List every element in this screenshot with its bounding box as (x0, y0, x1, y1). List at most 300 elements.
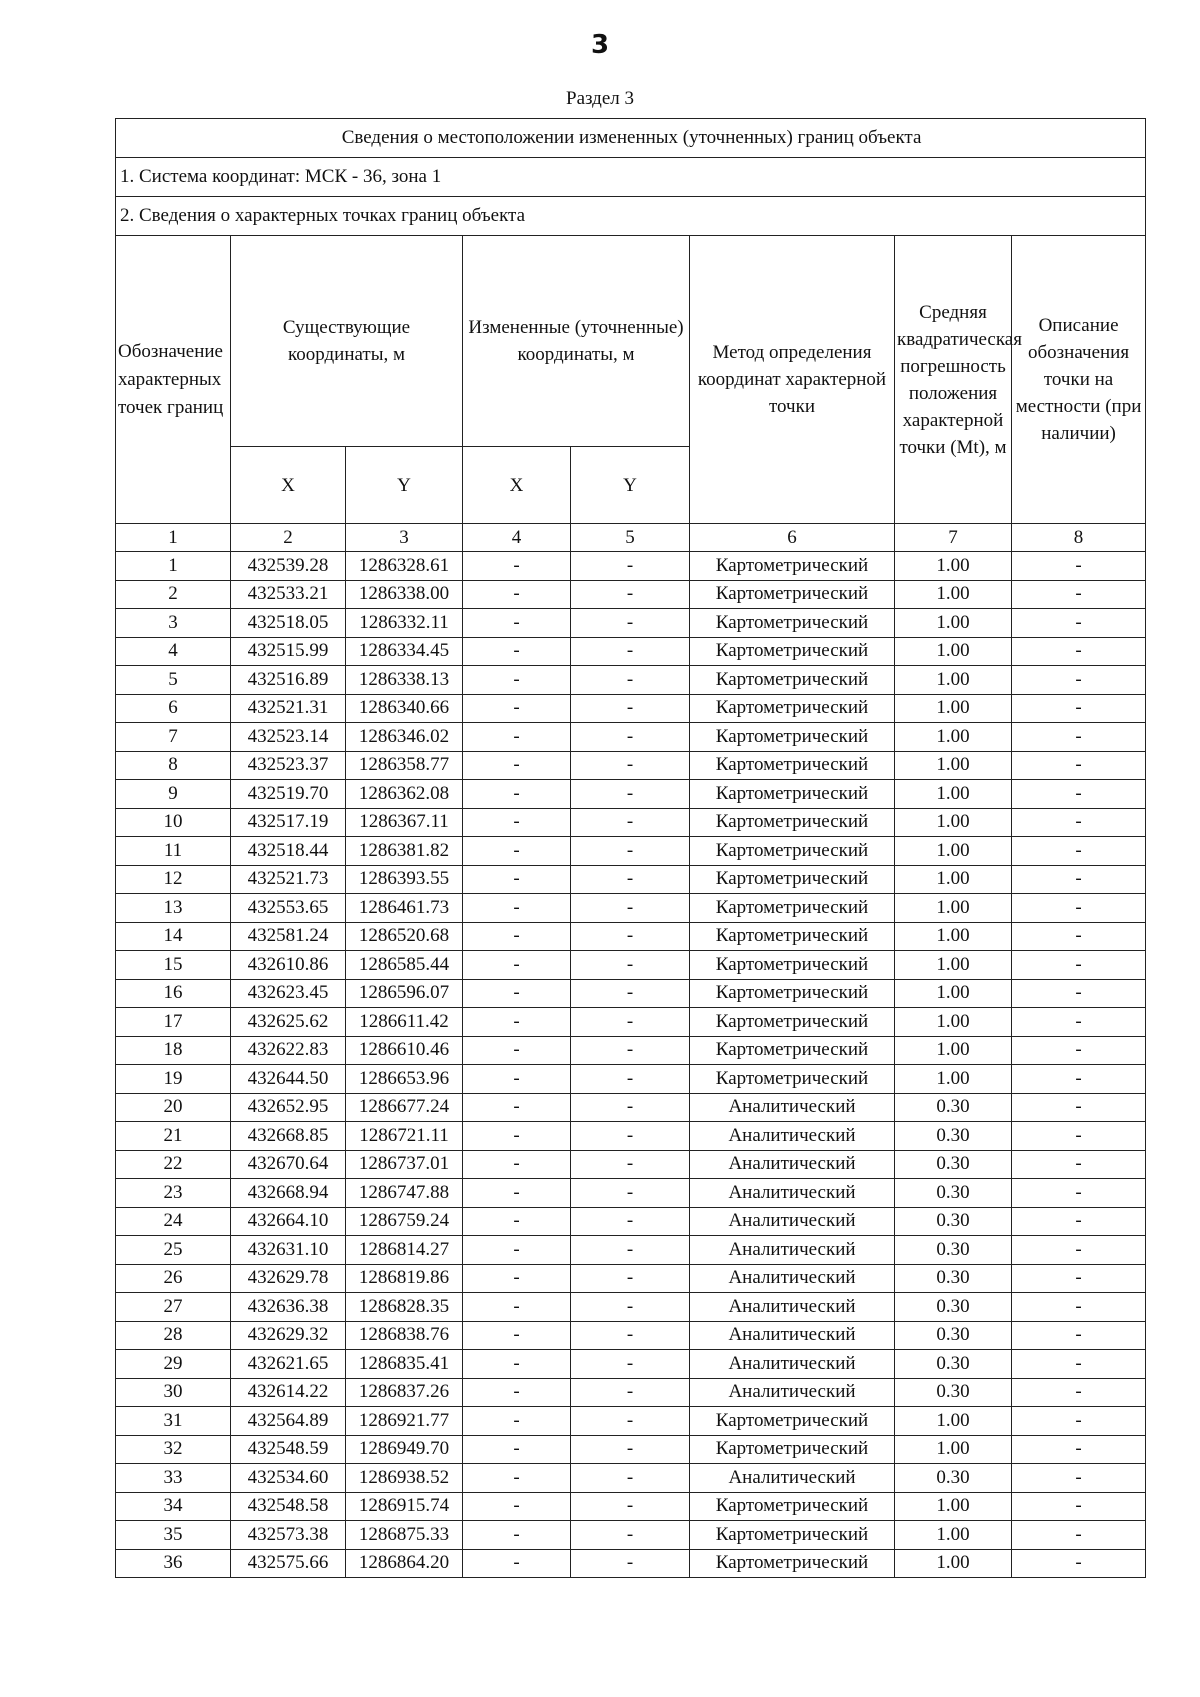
header-changed-x: X (463, 447, 571, 524)
changed-y-cell: - (571, 1492, 690, 1521)
existing-y-cell: 1286653.96 (346, 1065, 463, 1094)
existing-y-cell: 1286520.68 (346, 922, 463, 951)
existing-x-cell: 432564.89 (231, 1407, 346, 1436)
table-row (116, 1293, 1146, 1322)
changed-y-cell: - (571, 552, 690, 581)
method-cell: Картометрический (690, 1549, 895, 1578)
mean-error-cell: 0.30 (895, 1179, 1012, 1208)
table-row (116, 1435, 1146, 1464)
mean-error-cell: 0.30 (895, 1122, 1012, 1151)
changed-x-cell: - (463, 609, 571, 638)
method-cell: Аналитический (690, 1122, 895, 1151)
table-row (116, 1549, 1146, 1578)
existing-y-cell: 1286334.45 (346, 637, 463, 666)
table-row (116, 780, 1146, 809)
changed-x-cell: - (463, 1179, 571, 1208)
changed-y-cell: - (571, 780, 690, 809)
point-id-cell: 29 (116, 1350, 231, 1379)
existing-y-cell: 1286921.77 (346, 1407, 463, 1436)
point-id-cell: 9 (116, 780, 231, 809)
changed-y-cell: - (571, 580, 690, 609)
mean-error-cell: 1.00 (895, 865, 1012, 894)
point-id-cell: 34 (116, 1492, 231, 1521)
changed-x-cell: - (463, 1065, 571, 1094)
existing-y-cell: 1286759.24 (346, 1207, 463, 1236)
column-number: 5 (571, 524, 690, 552)
method-cell: Аналитический (690, 1464, 895, 1493)
changed-x-cell: - (463, 1378, 571, 1407)
description-cell: - (1012, 1236, 1146, 1265)
table-row (116, 1093, 1146, 1122)
changed-x-cell: - (463, 694, 571, 723)
changed-y-cell: - (571, 751, 690, 780)
point-id-cell: 22 (116, 1150, 231, 1179)
header-designation: Обозначение характерных точек границ (116, 236, 231, 524)
existing-y-cell: 1286332.11 (346, 609, 463, 638)
changed-y-cell: - (571, 1435, 690, 1464)
description-cell: - (1012, 694, 1146, 723)
method-cell: Картометрический (690, 1065, 895, 1094)
changed-y-cell: - (571, 1549, 690, 1578)
existing-x-cell: 432548.59 (231, 1435, 346, 1464)
point-id-cell: 15 (116, 951, 231, 980)
header-existing: Существующие координаты, м (231, 236, 463, 447)
method-cell: Картометрический (690, 894, 895, 923)
table-row (116, 1236, 1146, 1265)
section-label: Раздел 3 (566, 88, 634, 109)
description-cell: - (1012, 1464, 1146, 1493)
point-id-cell: 10 (116, 808, 231, 837)
table-body (116, 552, 1146, 1578)
point-id-cell: 16 (116, 979, 231, 1008)
table-row (116, 1521, 1146, 1550)
method-cell: Аналитический (690, 1321, 895, 1350)
existing-x-cell: 432533.21 (231, 580, 346, 609)
changed-x-cell: - (463, 894, 571, 923)
description-cell: - (1012, 723, 1146, 752)
changed-x-cell: - (463, 1264, 571, 1293)
description-cell: - (1012, 951, 1146, 980)
table-row (116, 1350, 1146, 1379)
existing-y-cell: 1286328.61 (346, 552, 463, 581)
table-title: Сведения о местоположении измененных (уточненных) границ объекта (116, 119, 1146, 158)
changed-x-cell: - (463, 1321, 571, 1350)
existing-y-cell: 1286938.52 (346, 1464, 463, 1493)
point-id-cell: 17 (116, 1008, 231, 1037)
point-id-cell: 30 (116, 1378, 231, 1407)
changed-x-cell: - (463, 1036, 571, 1065)
description-cell: - (1012, 1179, 1146, 1208)
description-cell: - (1012, 1549, 1146, 1578)
changed-x-cell: - (463, 1464, 571, 1493)
existing-x-cell: 432644.50 (231, 1065, 346, 1094)
existing-y-cell: 1286721.11 (346, 1122, 463, 1151)
method-cell: Аналитический (690, 1093, 895, 1122)
mean-error-cell: 0.30 (895, 1464, 1012, 1493)
changed-x-cell: - (463, 637, 571, 666)
method-cell: Аналитический (690, 1264, 895, 1293)
changed-x-cell: - (463, 780, 571, 809)
mean-error-cell: 1.00 (895, 837, 1012, 866)
point-id-cell: 35 (116, 1521, 231, 1550)
point-id-cell: 4 (116, 637, 231, 666)
point-id-cell: 32 (116, 1435, 231, 1464)
table-row (116, 1008, 1146, 1037)
mean-error-cell: 1.00 (895, 694, 1012, 723)
changed-x-cell: - (463, 1207, 571, 1236)
mean-error-cell: 0.30 (895, 1321, 1012, 1350)
changed-y-cell: - (571, 723, 690, 752)
table-row (116, 1378, 1146, 1407)
method-cell: Картометрический (690, 1435, 895, 1464)
column-number: 1 (116, 524, 231, 552)
existing-x-cell: 432636.38 (231, 1293, 346, 1322)
point-id-cell: 6 (116, 694, 231, 723)
point-id-cell: 27 (116, 1293, 231, 1322)
changed-y-cell: - (571, 637, 690, 666)
description-cell: - (1012, 1293, 1146, 1322)
description-cell: - (1012, 865, 1146, 894)
point-id-cell: 28 (116, 1321, 231, 1350)
description-cell: - (1012, 1093, 1146, 1122)
table-row (116, 979, 1146, 1008)
mean-error-cell: 1.00 (895, 1521, 1012, 1550)
changed-y-cell: - (571, 865, 690, 894)
changed-x-cell: - (463, 1236, 571, 1265)
point-id-cell: 3 (116, 609, 231, 638)
mean-error-cell: 0.30 (895, 1350, 1012, 1379)
point-id-cell: 13 (116, 894, 231, 923)
table-row (116, 609, 1146, 638)
existing-y-cell: 1286610.46 (346, 1036, 463, 1065)
mean-error-cell: 1.00 (895, 808, 1012, 837)
mean-error-cell: 1.00 (895, 637, 1012, 666)
table-row (116, 1464, 1146, 1493)
existing-x-cell: 432516.89 (231, 666, 346, 695)
changed-y-cell: - (571, 922, 690, 951)
changed-y-cell: - (571, 1407, 690, 1436)
table-row (116, 951, 1146, 980)
existing-x-cell: 432629.78 (231, 1264, 346, 1293)
existing-y-cell: 1286381.82 (346, 837, 463, 866)
existing-y-cell: 1286915.74 (346, 1492, 463, 1521)
point-id-cell: 26 (116, 1264, 231, 1293)
existing-y-cell: 1286367.11 (346, 808, 463, 837)
mean-error-cell: 0.30 (895, 1378, 1012, 1407)
description-cell: - (1012, 666, 1146, 695)
existing-y-cell: 1286585.44 (346, 951, 463, 980)
existing-x-cell: 432670.64 (231, 1150, 346, 1179)
existing-x-cell: 432548.58 (231, 1492, 346, 1521)
mean-error-cell: 1.00 (895, 751, 1012, 780)
changed-y-cell: - (571, 1036, 690, 1065)
point-id-cell: 23 (116, 1179, 231, 1208)
description-cell: - (1012, 1150, 1146, 1179)
table-row (116, 922, 1146, 951)
changed-x-cell: - (463, 1093, 571, 1122)
existing-y-cell: 1286814.27 (346, 1236, 463, 1265)
header-description: Описание обозначения точки на местности (при наличии) (1012, 236, 1146, 524)
description-cell: - (1012, 1492, 1146, 1521)
changed-y-cell: - (571, 694, 690, 723)
existing-y-cell: 1286346.02 (346, 723, 463, 752)
table-row (116, 1207, 1146, 1236)
description-cell: - (1012, 609, 1146, 638)
existing-x-cell: 432573.38 (231, 1521, 346, 1550)
existing-x-cell: 432623.45 (231, 979, 346, 1008)
method-cell: Аналитический (690, 1350, 895, 1379)
changed-x-cell: - (463, 1407, 571, 1436)
table-row (116, 1492, 1146, 1521)
changed-y-cell: - (571, 1464, 690, 1493)
method-cell: Картометрический (690, 609, 895, 638)
description-cell: - (1012, 894, 1146, 923)
existing-x-cell: 432523.37 (231, 751, 346, 780)
changed-x-cell: - (463, 837, 571, 866)
point-id-cell: 19 (116, 1065, 231, 1094)
existing-x-cell: 432614.22 (231, 1378, 346, 1407)
changed-y-cell: - (571, 1521, 690, 1550)
existing-x-cell: 432521.31 (231, 694, 346, 723)
existing-y-cell: 1286837.26 (346, 1378, 463, 1407)
existing-x-cell: 432521.73 (231, 865, 346, 894)
existing-x-cell: 432517.19 (231, 808, 346, 837)
existing-y-cell: 1286362.08 (346, 780, 463, 809)
point-id-cell: 5 (116, 666, 231, 695)
existing-y-cell: 1286819.86 (346, 1264, 463, 1293)
point-id-cell: 21 (116, 1122, 231, 1151)
table-row (116, 723, 1146, 752)
point-id-cell: 8 (116, 751, 231, 780)
existing-y-cell: 1286838.76 (346, 1321, 463, 1350)
changed-y-cell: - (571, 1236, 690, 1265)
method-cell: Картометрический (690, 1036, 895, 1065)
point-id-cell: 25 (116, 1236, 231, 1265)
mean-error-cell: 1.00 (895, 1036, 1012, 1065)
description-cell: - (1012, 780, 1146, 809)
mean-error-cell: 1.00 (895, 922, 1012, 951)
existing-y-cell: 1286677.24 (346, 1093, 463, 1122)
header-existing-y: Y (346, 447, 463, 524)
existing-y-cell: 1286747.88 (346, 1179, 463, 1208)
changed-y-cell: - (571, 609, 690, 638)
method-cell: Картометрический (690, 922, 895, 951)
existing-x-cell: 432519.70 (231, 780, 346, 809)
existing-y-cell: 1286461.73 (346, 894, 463, 923)
changed-x-cell: - (463, 723, 571, 752)
existing-x-cell: 432668.94 (231, 1179, 346, 1208)
changed-x-cell: - (463, 1293, 571, 1322)
mean-error-cell: 0.30 (895, 1207, 1012, 1236)
changed-y-cell: - (571, 666, 690, 695)
changed-x-cell: - (463, 751, 571, 780)
existing-x-cell: 432610.86 (231, 951, 346, 980)
mean-error-cell: 0.30 (895, 1236, 1012, 1265)
table-row (116, 865, 1146, 894)
table-row (116, 1036, 1146, 1065)
method-cell: Картометрический (690, 694, 895, 723)
method-cell: Картометрический (690, 780, 895, 809)
method-cell: Картометрический (690, 1492, 895, 1521)
changed-y-cell: - (571, 951, 690, 980)
description-cell: - (1012, 580, 1146, 609)
point-id-cell: 2 (116, 580, 231, 609)
table-row (116, 1321, 1146, 1350)
method-cell: Картометрический (690, 865, 895, 894)
point-id-cell: 31 (116, 1407, 231, 1436)
description-cell: - (1012, 1207, 1146, 1236)
existing-x-cell: 432539.28 (231, 552, 346, 581)
changed-x-cell: - (463, 580, 571, 609)
existing-y-cell: 1286949.70 (346, 1435, 463, 1464)
method-cell: Картометрический (690, 1407, 895, 1436)
changed-x-cell: - (463, 808, 571, 837)
existing-x-cell: 432523.14 (231, 723, 346, 752)
method-cell: Аналитический (690, 1207, 895, 1236)
changed-x-cell: - (463, 922, 571, 951)
column-number: 7 (895, 524, 1012, 552)
mean-error-cell: 0.30 (895, 1264, 1012, 1293)
existing-y-cell: 1286338.13 (346, 666, 463, 695)
changed-y-cell: - (571, 979, 690, 1008)
point-id-cell: 1 (116, 552, 231, 581)
method-cell: Аналитический (690, 1236, 895, 1265)
mean-error-cell: 1.00 (895, 1008, 1012, 1037)
description-cell: - (1012, 1264, 1146, 1293)
existing-y-cell: 1286737.01 (346, 1150, 463, 1179)
changed-x-cell: - (463, 1122, 571, 1151)
changed-y-cell: - (571, 1179, 690, 1208)
changed-x-cell: - (463, 1521, 571, 1550)
table-row (116, 751, 1146, 780)
existing-y-cell: 1286340.66 (346, 694, 463, 723)
description-cell: - (1012, 1321, 1146, 1350)
changed-x-cell: - (463, 979, 571, 1008)
mean-error-cell: 1.00 (895, 609, 1012, 638)
existing-x-cell: 432553.65 (231, 894, 346, 923)
column-number: 3 (346, 524, 463, 552)
description-cell: - (1012, 1065, 1146, 1094)
header-method: Метод определения координат характерной точки (690, 236, 895, 524)
description-cell: - (1012, 1378, 1146, 1407)
description-cell: - (1012, 637, 1146, 666)
description-cell: - (1012, 808, 1146, 837)
existing-x-cell: 432518.44 (231, 837, 346, 866)
existing-y-cell: 1286393.55 (346, 865, 463, 894)
column-number: 4 (463, 524, 571, 552)
description-cell: - (1012, 1122, 1146, 1151)
column-number: 6 (690, 524, 895, 552)
mean-error-cell: 1.00 (895, 979, 1012, 1008)
header-changed: Измененные (уточненные) координаты, м (463, 236, 690, 447)
changed-y-cell: - (571, 1150, 690, 1179)
mean-error-cell: 1.00 (895, 723, 1012, 752)
mean-error-cell: 1.00 (895, 1407, 1012, 1436)
description-cell: - (1012, 1008, 1146, 1037)
existing-x-cell: 432625.62 (231, 1008, 346, 1037)
method-cell: Картометрический (690, 951, 895, 980)
table-row (116, 580, 1146, 609)
changed-y-cell: - (571, 837, 690, 866)
column-number: 8 (1012, 524, 1146, 552)
existing-x-cell: 432629.32 (231, 1321, 346, 1350)
existing-x-cell: 432621.65 (231, 1350, 346, 1379)
table-row (116, 894, 1146, 923)
existing-y-cell: 1286338.00 (346, 580, 463, 609)
description-cell: - (1012, 1521, 1146, 1550)
table-row (116, 694, 1146, 723)
changed-y-cell: - (571, 1207, 690, 1236)
description-cell: - (1012, 837, 1146, 866)
table-row (116, 1264, 1146, 1293)
changed-y-cell: - (571, 1065, 690, 1094)
table-row (116, 1065, 1146, 1094)
mean-error-cell: 1.00 (895, 1492, 1012, 1521)
header-existing-x: X (231, 447, 346, 524)
point-id-cell: 20 (116, 1093, 231, 1122)
table-row (116, 1407, 1146, 1436)
points-heading: 2. Сведения о характерных точках границ объекта (116, 197, 1146, 236)
description-cell: - (1012, 1036, 1146, 1065)
header-error: Средняя квадратическая погрешность положения характерной точки (Mt), м (895, 236, 1012, 524)
existing-x-cell: 432668.85 (231, 1122, 346, 1151)
method-cell: Картометрический (690, 1008, 895, 1037)
mean-error-cell: 1.00 (895, 894, 1012, 923)
existing-x-cell: 432622.83 (231, 1036, 346, 1065)
description-cell: - (1012, 1350, 1146, 1379)
changed-x-cell: - (463, 951, 571, 980)
mean-error-cell: 0.30 (895, 1093, 1012, 1122)
mean-error-cell: 1.00 (895, 552, 1012, 581)
header-changed-y: Y (571, 447, 690, 524)
point-id-cell: 18 (116, 1036, 231, 1065)
method-cell: Картометрический (690, 666, 895, 695)
point-id-cell: 33 (116, 1464, 231, 1493)
method-cell: Аналитический (690, 1378, 895, 1407)
table-row (116, 666, 1146, 695)
table-row (116, 1122, 1146, 1151)
method-cell: Аналитический (690, 1150, 895, 1179)
changed-x-cell: - (463, 552, 571, 581)
method-cell: Картометрический (690, 808, 895, 837)
point-id-cell: 7 (116, 723, 231, 752)
mean-error-cell: 1.00 (895, 1435, 1012, 1464)
method-cell: Аналитический (690, 1179, 895, 1208)
changed-y-cell: - (571, 1350, 690, 1379)
mean-error-cell: 0.30 (895, 1150, 1012, 1179)
point-id-cell: 11 (116, 837, 231, 866)
page-number: 3 (590, 30, 610, 60)
point-id-cell: 14 (116, 922, 231, 951)
table-row (116, 1150, 1146, 1179)
method-cell: Аналитический (690, 1293, 895, 1322)
existing-x-cell: 432664.10 (231, 1207, 346, 1236)
changed-y-cell: - (571, 1093, 690, 1122)
existing-x-cell: 432575.66 (231, 1549, 346, 1578)
mean-error-cell: 1.00 (895, 580, 1012, 609)
existing-x-cell: 432515.99 (231, 637, 346, 666)
existing-y-cell: 1286864.20 (346, 1549, 463, 1578)
mean-error-cell: 1.00 (895, 780, 1012, 809)
method-cell: Картометрический (690, 751, 895, 780)
existing-y-cell: 1286596.07 (346, 979, 463, 1008)
method-cell: Картометрический (690, 552, 895, 581)
mean-error-cell: 1.00 (895, 951, 1012, 980)
changed-y-cell: - (571, 1264, 690, 1293)
mean-error-cell: 1.00 (895, 1065, 1012, 1094)
description-cell: - (1012, 1407, 1146, 1436)
existing-y-cell: 1286611.42 (346, 1008, 463, 1037)
